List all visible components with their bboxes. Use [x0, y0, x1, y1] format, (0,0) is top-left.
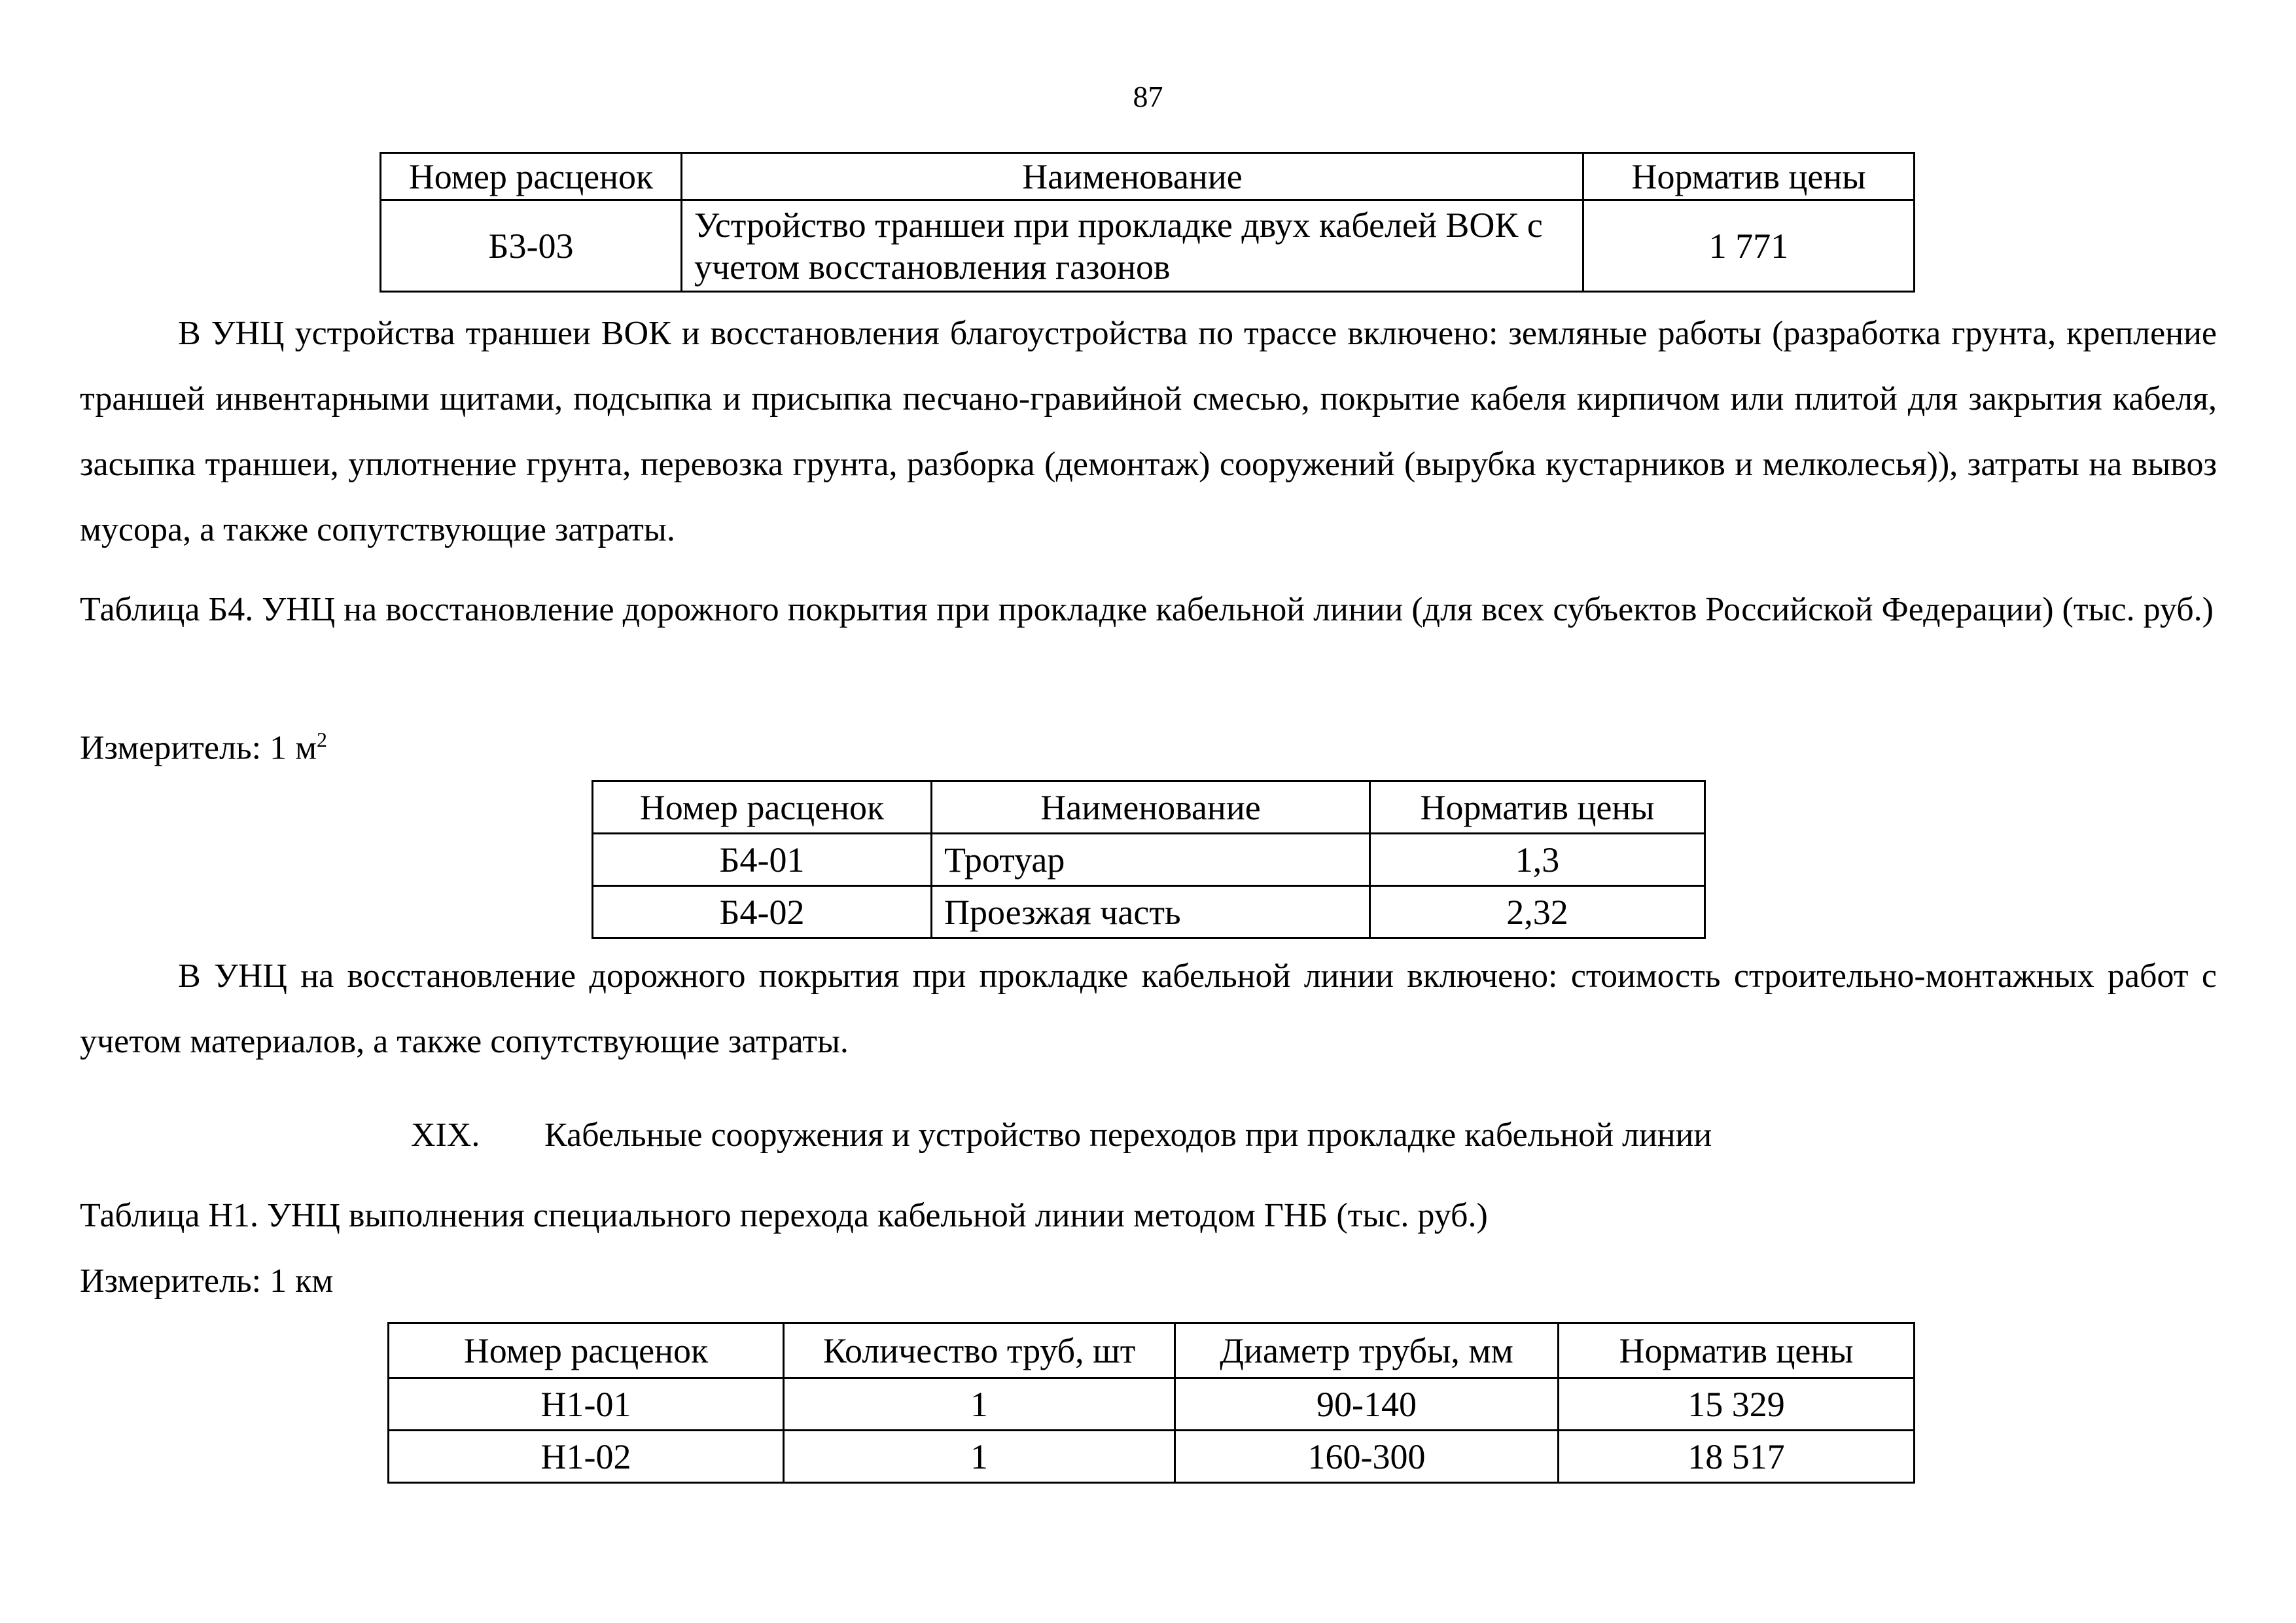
header-price: Норматив цены	[1370, 781, 1705, 834]
header-price: Норматив цены	[1559, 1323, 1915, 1378]
cell-count: 1	[784, 1378, 1175, 1431]
cell-price: 1 771	[1583, 200, 1915, 292]
table-h1-unit: Измеритель: 1 км	[80, 1262, 334, 1300]
unit-text: Измеритель: 1 м	[80, 729, 317, 767]
cell-price: 15 329	[1559, 1378, 1915, 1431]
cell-code: Н1-01	[389, 1378, 784, 1431]
table-b4	[592, 780, 1706, 939]
header-code: Номер расценок	[381, 153, 682, 200]
table-row	[389, 1431, 1915, 1483]
page-number: 87	[1133, 80, 1163, 113]
header-name: Наименование	[682, 153, 1583, 200]
cell-price: 18 517	[1559, 1431, 1915, 1483]
header-count: Количество труб, шт	[784, 1323, 1175, 1378]
header-price: Норматив цены	[1583, 153, 1915, 200]
header-code: Номер расценок	[389, 1323, 784, 1378]
section-number: XIX.	[411, 1116, 480, 1154]
header-code: Номер расценок	[593, 781, 932, 834]
table-b4-unit	[80, 713, 327, 774]
table-h1-caption: Таблица Н1. УНЦ выполнения специального перехода кабельной линии методом ГНБ (тыс. руб.)	[80, 1197, 1488, 1234]
cell-name: Проезжая часть	[932, 886, 1370, 938]
unit-superscript: 2	[317, 728, 327, 751]
cell-count: 1	[784, 1431, 1175, 1483]
cell-name: Тротуар	[932, 834, 1370, 886]
table-header-row	[389, 1323, 1915, 1378]
table-b4-caption: Таблица Б4. УНЦ на восстановление дорожного покрытия при прокладке кабельной линии (для всех субъектов Российской Федерации) (тыс. руб.)	[80, 591, 2214, 628]
cell-code: Б4-02	[593, 886, 932, 938]
table-h1	[387, 1322, 1915, 1484]
cell-code: Н1-02	[389, 1431, 784, 1483]
table-row	[593, 834, 1705, 886]
table-header-row	[381, 153, 1915, 200]
cell-name: Устройство траншеи при прокладке двух кабелей ВОК с учетом восстановления газонов	[682, 200, 1583, 292]
cell-price: 2,32	[1370, 886, 1705, 938]
table-b3	[380, 152, 1915, 293]
header-diameter: Диаметр трубы, мм	[1175, 1323, 1559, 1378]
header-name: Наименование	[932, 781, 1370, 834]
table-header-row	[593, 781, 1705, 834]
cell-price: 1,3	[1370, 834, 1705, 886]
table-row	[389, 1378, 1915, 1431]
table-row	[593, 886, 1705, 938]
cell-diameter: 160-300	[1175, 1431, 1559, 1483]
section-title: Кабельные сооружения и устройство переходов при прокладке кабельной линии	[544, 1116, 1712, 1154]
paragraph-b3-description: В УНЦ устройства траншеи ВОК и восстановления благоустройства по трассе включено: земляные работы (разработка грунта, крепление траншей инвентарными щитами, подсыпка и присыпка песчано-гравийной смесью, покрытие кабеля кирпичом или плитой для закрытия кабеля, засыпка траншеи, уплотнение грунта, перевозка грунта, разборка (демонтаж) сооружений (вырубка кустарников и мелколесья)), затраты на вывоз мусора, а также сопутствующие затраты.	[80, 315, 2217, 548]
cell-diameter: 90-140	[1175, 1378, 1559, 1431]
cell-code: Б4-01	[593, 834, 932, 886]
paragraph-b4-description: В УНЦ на восстановление дорожного покрытия при прокладке кабельной линии включено: стоимость строительно-монтажных работ с учетом материалов, а также сопутствующие затраты.	[80, 957, 2217, 1060]
cell-code: Б3-03	[381, 200, 682, 292]
table-row	[381, 200, 1915, 292]
